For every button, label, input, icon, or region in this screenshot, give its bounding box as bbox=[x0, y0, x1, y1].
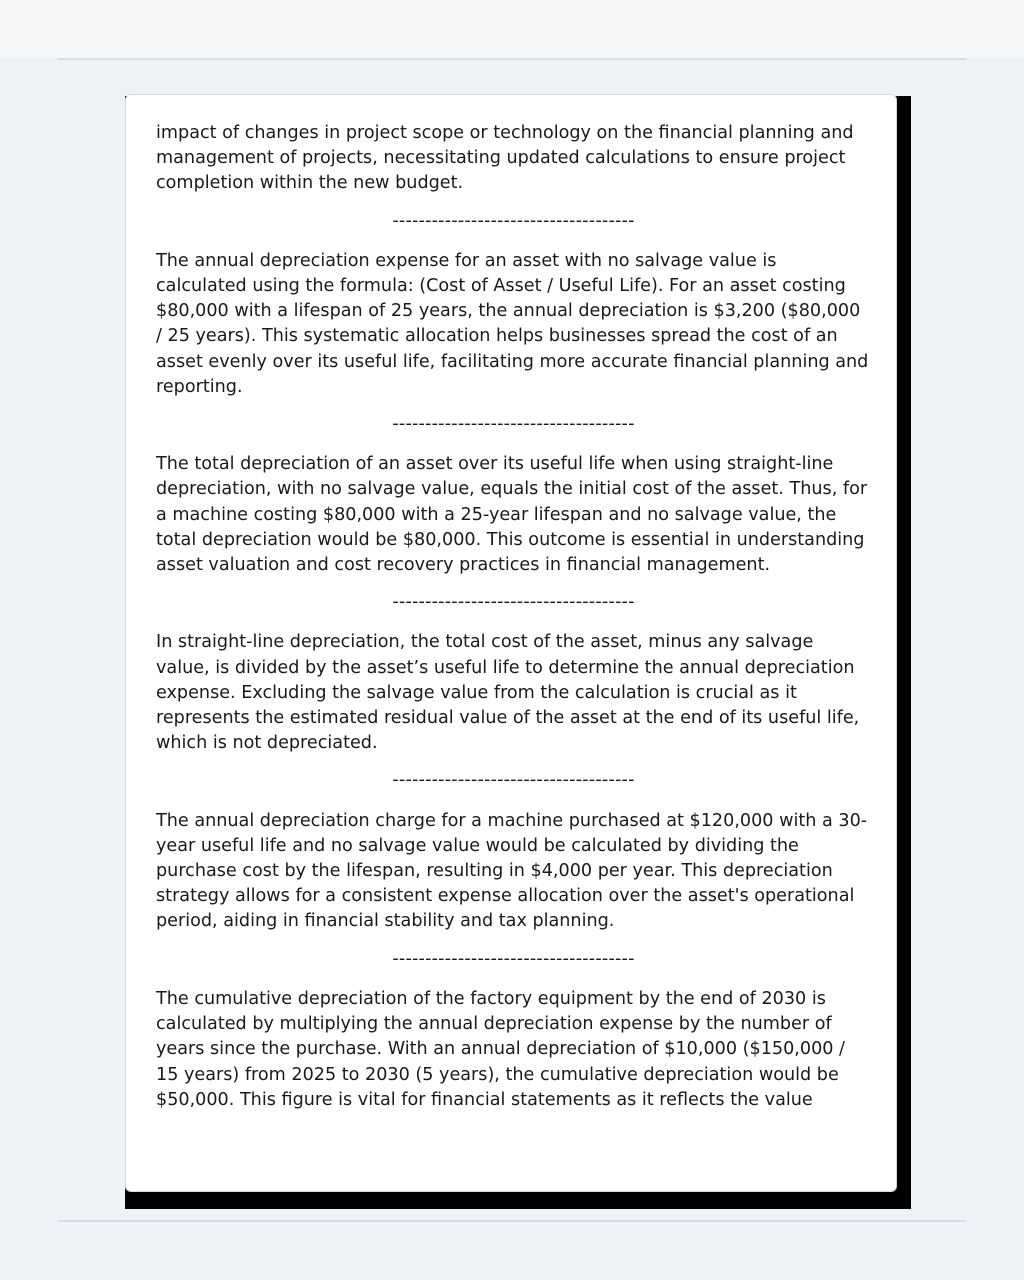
bottom-divider bbox=[58, 1220, 966, 1222]
separator: ------------------------------------- bbox=[392, 948, 635, 969]
paragraph: impact of changes in project scope or technology on the financial planning and management of projects, necessitating updated calculations to ensure project completion within the new budget. bbox=[156, 123, 854, 194]
top-band bbox=[0, 0, 1024, 58]
top-divider bbox=[58, 58, 966, 60]
paragraph: The annual depreciation charge for a machine purchased at $120,000 with a 30-year useful life and no salvage value would be calculated by dividing the purchase cost by the lifespan, resulting in $4,000 per year. This depreciation strategy allows for a consistent expense allocation over the asset's operational period, aiding in financial stability and tax planning. bbox=[156, 810, 868, 932]
paragraph: The total depreciation of an asset over its useful life when using straight-line depreciation, with no salvage value, equals the initial cost of the asset. Thus, for a machine costing $80,000 with a 25-year lifespan and no salvage value, the total depreciation would be $80,000. This outcome is essential in understanding asset valuation and cost recovery practices in financial management. bbox=[156, 454, 868, 576]
separator: ------------------------------------- bbox=[392, 592, 635, 613]
separator: ------------------------------------- bbox=[392, 770, 635, 791]
separator: ------------------------------------- bbox=[392, 414, 635, 435]
document-card bbox=[125, 94, 897, 1192]
paragraph: In straight-line depreciation, the total cost of the asset, minus any salvage value, is divided by the asset’s useful life to determine the annual depreciation expense. Excluding the salvage value from the calculation is crucial as it represents the estimated residual value of the asset at the end of its useful life, which is not depreciated. bbox=[156, 632, 860, 754]
document-content bbox=[156, 121, 871, 1113]
separator: ------------------------------------- bbox=[392, 210, 635, 231]
paragraph: The cumulative depreciation of the factory equipment by the end of 2030 is calculated by multiplying the annual depreciation expense by the number of years since the purchase. With an annual depreciation of $10,000 ($150,000 / 15 years) from 2025 to 2030 (5 years), the cumulative depreciation would be $50,000. This figure is vital for financial statements as it reflects the value bbox=[156, 988, 845, 1110]
paragraph: The annual depreciation expense for an asset with no salvage value is calculated using the formula: (Cost of Asset / Useful Life). For an asset costing $80,000 with a lifespan of 25 years, the annual depreciation is $3,200 ($80,000 / 25 years). This systematic allocation helps businesses spread the cost of an asset evenly over its useful life, facilitating more accurate financial planning and reporting. bbox=[156, 250, 869, 397]
